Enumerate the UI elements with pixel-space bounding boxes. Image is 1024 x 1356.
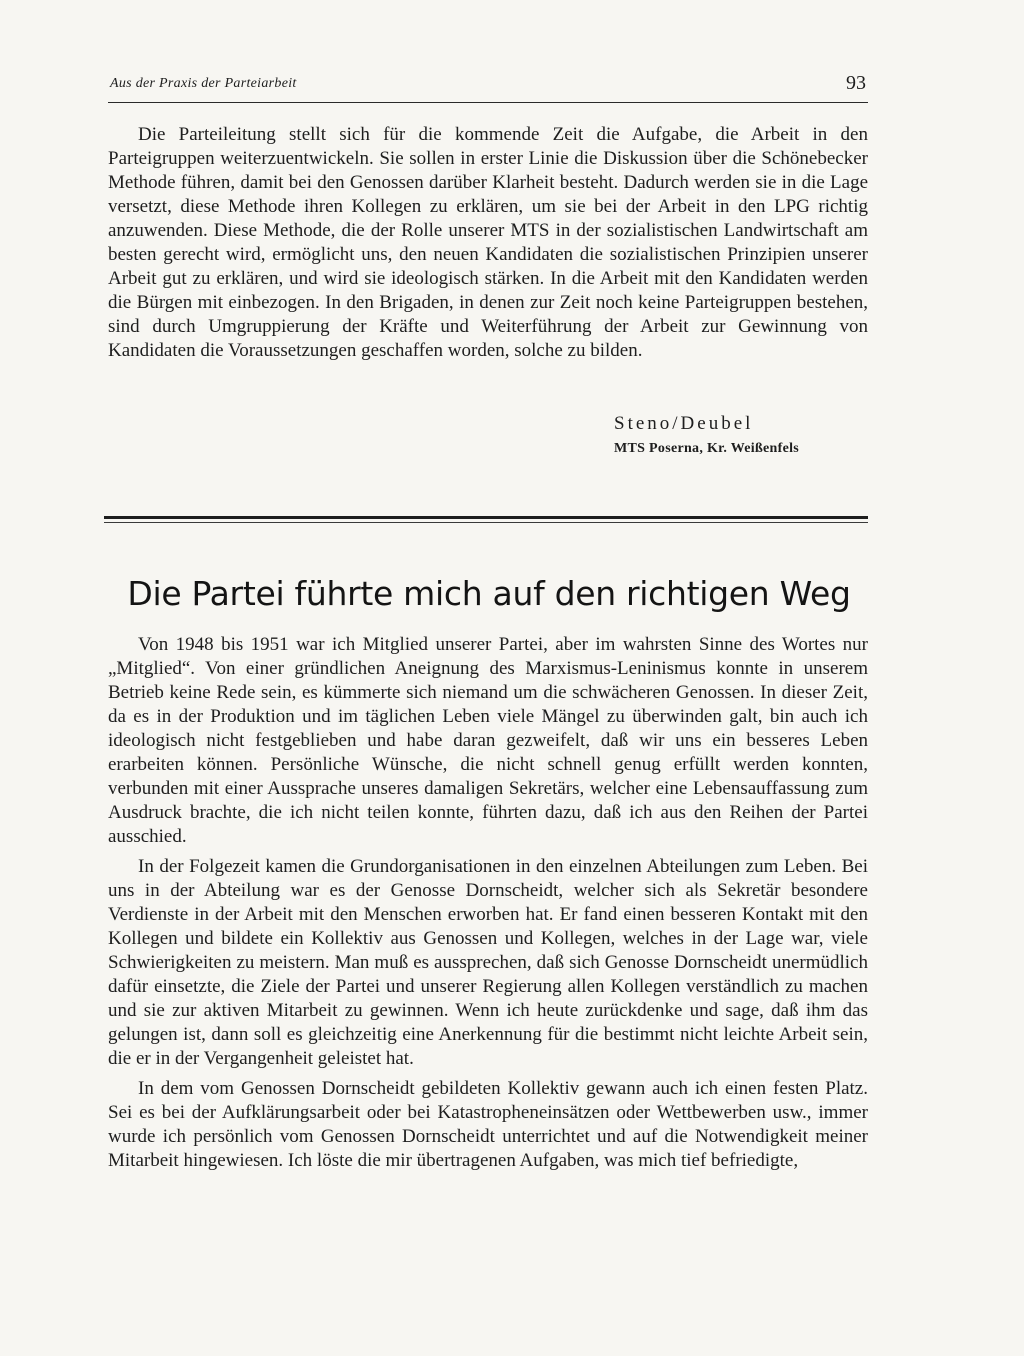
page-number: 93 [846, 72, 866, 94]
article-title: Die Partei führte mich auf den richtigen Weg [127, 574, 851, 613]
running-head: Aus der Praxis der Parteiarbeit [110, 76, 297, 91]
body-paragraph: Die Parteileitung stellt sich für die kommende Zeit die Aufgabe, die Arbeit in den Parteigruppen weiterzuentwickeln. Sie sollen in erster Linie die Diskussion über die Schönebecker Methode führen, damit bei den Genossen darüber Klarheit besteht. Dadurch werden sie in die Lage versetzt, diese Methode ihren Kollegen zu erklären, um sie bei der Arbeit in den LPG richtig anzuwenden. Diese Methode, die der Rolle unserer MTS in der sozialistischen Landwirtschaft am besten gerecht wird, ermöglicht uns, den neuen Kandidaten die sozialistischen Prinzipien unserer Arbeit gut zu erklären, und wird sie ideologisch stärken. In die Arbeit mit den Kandidaten werden die Bürgen mit einbezogen. In den Brigaden, in denen zur Zeit noch keine Parteigruppen bestehen, sind durch Umgruppierung der Kräfte und Weiterführung der Arbeit zur Gewinnung von Kandidaten die Voraussetzungen geschaffen worden, solche zu bilden. [108, 124, 868, 361]
author-affiliation: MTS Poserna, Kr. Weißenfels [614, 441, 800, 456]
article-paragraph-1: Von 1948 bis 1951 war ich Mitglied unserer Partei, aber im wahrsten Sinne des Wortes nur „Mitglied“. Von einer gründlichen Aneignung des Marxismus-Leninismus konnte in unserem Betrieb keine Rede sein, es kümmerte sich niemand um die schwächeren Genossen. In dieser Zeit, da es in der Produktion und im täglichen Leben viele Mängel zu überwinden galt, bin auch ich ideologisch nicht festgeblieben und habe daran gezweifelt, daß wir uns ein besseres Leben erarbeiten können. Persönliche Wünsche, die nicht schnell genug erfüllt werden konnten, verbunden mit einer Aussprache unseres damaligen Sekretärs, welcher eine Lebensauffassung zum Ausdruck brachte, die ich nicht teilen konnte, führten dazu, daß ich aus den Reihen der Partei ausschied. [108, 634, 868, 847]
section-divider [104, 516, 868, 519]
section-divider-thin [104, 522, 868, 523]
author-signature: Steno/Deubel [614, 413, 754, 434]
section-1-body [108, 123, 868, 363]
article-paragraph-2: In der Folgezeit kamen die Grundorganisationen in den einzelnen Abteilungen zum Leben. Bei uns in der Abteilung war es der Genosse Dornscheidt, welcher sich als Sekretär besondere Verdienste in der Arbeit mit den Menschen erworben hat. Er fand einen besseren Kontakt mit den Kollegen und bildete ein Kollektiv aus Genossen und Kollegen, welches in der Lage war, viele Schwierigkeiten zu meistern. Man muß es aussprechen, daß sich Genosse Dornscheidt unermüdlich dafür einsetzte, die Ziele der Partei und unserer Regierung allen Kollegen verständlich zu machen und sie zur aktiven Mitarbeit zu gewinnen. Wenn ich heute zurückdenke und sage, daß ihm das gelungen ist, dann soll es gleichzeitig eine Anerkennung für die bestimmt nicht leichte Arbeit sein, die er in der Vergangenheit geleistet hat. [108, 856, 868, 1069]
article-body [108, 633, 868, 1173]
page-header [108, 72, 868, 103]
article-paragraph-3: In dem vom Genossen Dornscheidt gebildeten Kollektiv gewann auch ich einen festen Platz. Sei es bei der Aufklärungsarbeit oder bei Katastropheneinsätzen oder Wettbewerben usw., immer wurde ich persönlich vom Genossen Dornscheidt unterrichtet und auf die Notwendigkeit meiner Mitarbeit hingewiesen. Ich löste die mir übertragenen Aufgaben, was mich tief befriedigte, [108, 1078, 868, 1171]
